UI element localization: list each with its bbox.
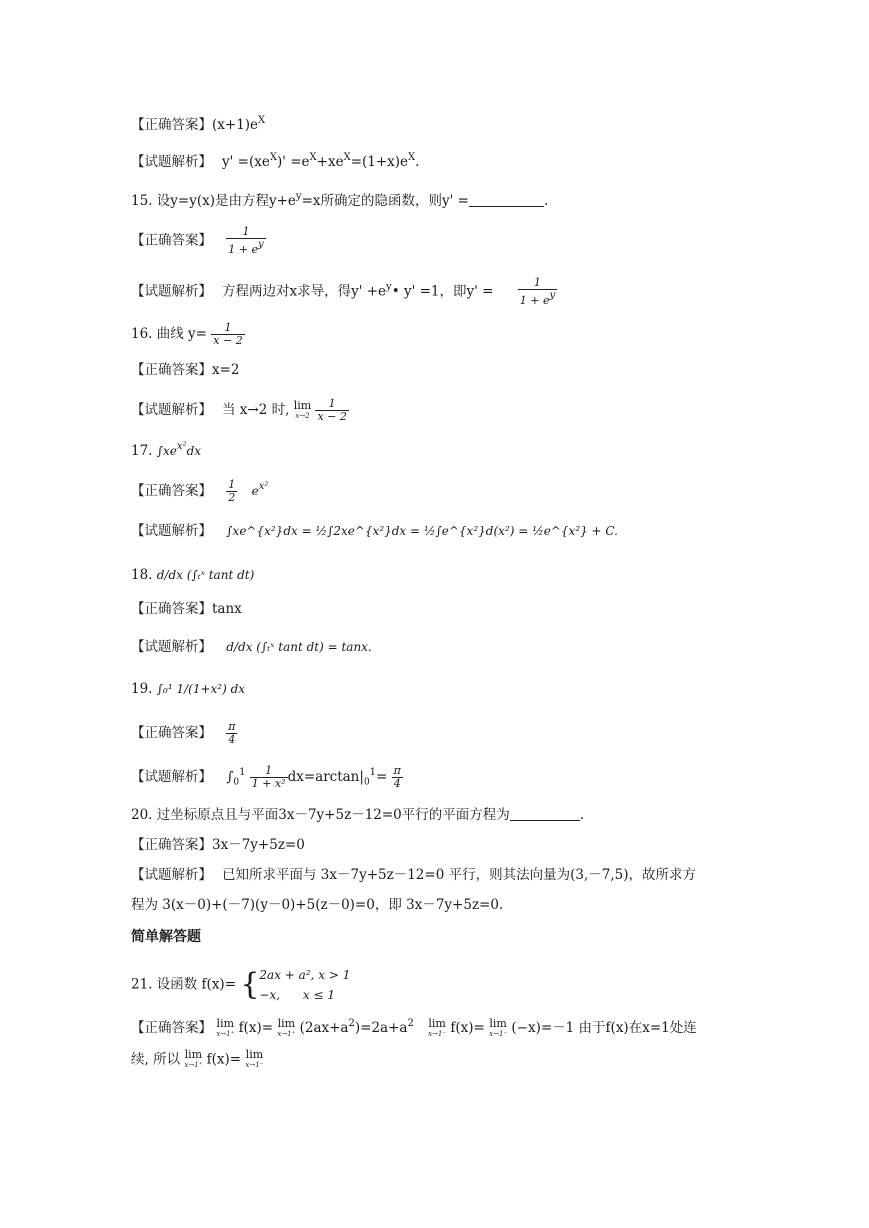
q17-analysis-line: 【试题解析】 ∫xe^{x²}dx = ½∫2xe^{x²}dx = ½∫e^{x²}d(x²) = ½e^{x²} + C. [131,523,618,539]
q14-answer: (x+1)e [212,117,259,133]
fill-blank [510,820,580,821]
piecewise-cases: 2ax + a², x > 1 −x, x ≤ 1 [259,968,351,1002]
q18-analysis-line: 【试题解析】 d/dx (∫ₜˣ tant dt) = tanx. [131,639,372,655]
q21-stem: 21. 设函数 f(x)= { 2ax + a², x > 1 −x, x ≤ 1 [131,965,350,1005]
q16-analysis-line: 【试题解析】 当 x→2 时, lim x→2 $\frac{1}{x - 2}$ [131,397,347,423]
q15-answer-fraction: $\frac{1}{1 + e^y}$ [228,225,264,256]
q14-answer-line: 【正确答案】$(x+1)e^X$ [131,115,266,133]
brace-symbol: { [240,967,260,1002]
q16-stem: 16. 曲线 y= $\frac{1}{x - 2}$ [131,321,243,347]
q14-analysis-line: 【试题解析】 $y' =(xe^X)' =e^X+xe^X=(1+x)e^X$. [131,152,420,170]
q19-expression: ∫₀¹ 1/(1+x²) dx [156,682,246,696]
q20-analysis-line2: 程为 3(x－0)+(－7)(y－0)+5(z－0)=0，即 3x－7y+5z=0. [131,897,504,913]
fill-blank [469,206,544,207]
q17-analysis-formula: ∫xe^{x²}dx = ½∫2xe^{x²}dx = ½∫e^{x²}d(x²) = ½e^{x²} + C. [226,524,618,538]
q15-stem: 15. 设y=y(x)是由方程$y+e^y=x$所确定的隐函数，则y' = . [131,191,549,209]
q18-expression: d/dx (∫ₜˣ tant dt) [156,568,255,582]
q15-analysis-fraction: $\frac{1}{1 + e^y}$ [519,276,556,307]
q20-answer-line: 【正确答案】3x－7y+5z=0 [131,837,305,853]
q16-answer-line: 【正确答案】x=2 [131,362,240,378]
q16-fraction: $\frac{1}{x - 2}$ [213,321,243,347]
limit-symbol: lim x→2 [293,398,312,420]
q21-continuation-line: 续, 所以 lim x→1⁺ f(x)= lim x→1⁻ [131,1048,264,1069]
q17-answer-line: 【正确答案】 $\frac{1}{2}$ $e^{x^2}$ [131,478,269,504]
q15-answer-line: 【正确答案】 $\frac{1}{1 + e^y}$ [131,225,264,256]
q20-analysis-line1: 【试题解析】 已知所求平面与 3x－7y+5z－12=0 平行，则其法向量为(3,－7,5)，故所求方 [131,867,696,883]
q18-stem: 18. d/dx (∫ₜˣ tant dt) [131,567,255,583]
q19-stem: 19. ∫₀¹ 1/(1+x²) dx [131,681,246,697]
answer-label: 【正确答案】 [131,117,212,133]
q18-analysis-formula: d/dx (∫ₜˣ tant dt) = tanx. [226,640,372,654]
q19-answer-line: 【正确答案】 $\frac{\pi}{4}$ [131,720,236,746]
analysis-label: 【试题解析】 [131,154,212,170]
q21-answer-line: 【正确答案】 lim x→1⁺ f(x)= lim x→1⁺ $(2ax+a^2)=2a+a^2$ lim x→1⁻ f(x)= lim x→1⁻ (−x)=－1 由于f(x)在x=1处连 [131,1016,697,1038]
q19-analysis-line: 【试题解析】 $\int_0^1$ $\frac{1}{\text{1 + x²}}$ $dx=\arctan|_0^1=$ $\frac{\pi}{4}$ [131,764,401,790]
q20-stem: 20. 过坐标原点且与平面3x－7y+5z－12=0平行的平面方程为 . [131,807,585,823]
q17-stem: 17. $\int xe^{x^2}dx$ [131,441,202,459]
q17-integral: $\int xe^{x^2}dx$ [156,441,202,458]
section-heading: 简单解答题 [131,929,201,945]
q15-analysis-line: 【试题解析】 方程两边对x求导，得$y' +e^y•$ y' =1，即y' = $\frac{1}{1 + e^y}$ [131,276,556,307]
q18-answer-line: 【正确答案】tanx [131,601,242,617]
